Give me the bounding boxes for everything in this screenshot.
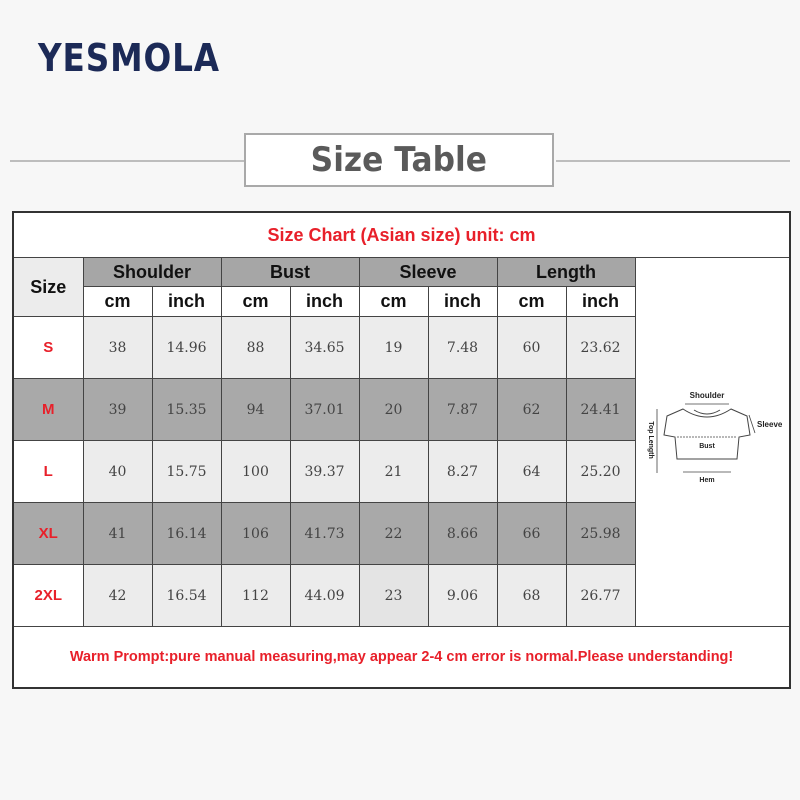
table-cell: 66	[497, 503, 566, 565]
table-cell: 68	[497, 565, 566, 627]
table-cell: 112	[221, 565, 290, 627]
table-cell: 7.48	[428, 317, 497, 379]
table-cell: 88	[221, 317, 290, 379]
size-label: S	[13, 317, 83, 379]
table-cell: 20	[359, 379, 428, 441]
unit-header: inch	[152, 287, 221, 317]
diagram-label-sleeve: Sleeve	[757, 419, 783, 429]
table-cell: 106	[221, 503, 290, 565]
table-cell: 21	[359, 441, 428, 503]
unit-header: cm	[359, 287, 428, 317]
tshirt-diagram	[637, 385, 787, 495]
diagram-label-hem: Hem	[699, 476, 715, 484]
table-cell: 38	[83, 317, 152, 379]
unit-header: inch	[290, 287, 359, 317]
size-label: 2XL	[13, 565, 83, 627]
diagram-label-top-length: Top Length	[647, 420, 655, 459]
brand-logo: YESMOLA	[38, 36, 220, 80]
diagram-label-shoulder: Shoulder	[689, 390, 725, 400]
table-cell: 19	[359, 317, 428, 379]
table-cell: 22	[359, 503, 428, 565]
table-cell: 39	[83, 379, 152, 441]
table-cell: 62	[497, 379, 566, 441]
table-cell: 39.37	[290, 441, 359, 503]
footer-note: Warm Prompt:pure manual measuring,may appear 2-4 cm error is normal.Please understanding!	[13, 627, 790, 689]
table-cell: 100	[221, 441, 290, 503]
measurement-diagram-cell	[635, 258, 790, 627]
table-cell: 24.41	[566, 379, 635, 441]
table-cell: 40	[83, 441, 152, 503]
table-cell: 23.62	[566, 317, 635, 379]
table-cell: 94	[221, 379, 290, 441]
table-cell: 8.27	[428, 441, 497, 503]
size-label: M	[13, 379, 83, 441]
table-cell: 25.20	[566, 441, 635, 503]
divider-right	[556, 160, 790, 162]
table-cell: 8.66	[428, 503, 497, 565]
header-bust: Bust	[221, 258, 359, 287]
table-cell: 64	[497, 441, 566, 503]
size-header: Size	[13, 258, 83, 317]
unit-header: cm	[83, 287, 152, 317]
title-box	[244, 133, 554, 187]
chart-heading: Size Chart (Asian size) unit: cm	[13, 212, 790, 258]
table-cell: 60	[497, 317, 566, 379]
table-cell: 7.87	[428, 379, 497, 441]
table-cell: 15.75	[152, 441, 221, 503]
table-cell: 16.14	[152, 503, 221, 565]
unit-header: cm	[221, 287, 290, 317]
unit-header: inch	[566, 287, 635, 317]
table-cell: 26.77	[566, 565, 635, 627]
table-cell: 23	[359, 565, 428, 627]
page-title: Size Table	[310, 140, 488, 180]
header-sleeve: Sleeve	[359, 258, 497, 287]
table-cell: 25.98	[566, 503, 635, 565]
unit-header: inch	[428, 287, 497, 317]
table-cell: 16.54	[152, 565, 221, 627]
table-cell: 14.96	[152, 317, 221, 379]
divider-left	[10, 160, 246, 162]
table-cell: 44.09	[290, 565, 359, 627]
table-cell: 37.01	[290, 379, 359, 441]
size-label: L	[13, 441, 83, 503]
table-cell: 34.65	[290, 317, 359, 379]
table-cell: 9.06	[428, 565, 497, 627]
table-cell: 42	[83, 565, 152, 627]
size-chart-table	[12, 211, 791, 689]
header-shoulder: Shoulder	[83, 258, 221, 287]
diagram-label-bust: Bust	[699, 442, 716, 450]
size-label: XL	[13, 503, 83, 565]
unit-header: cm	[497, 287, 566, 317]
table-cell: 41	[83, 503, 152, 565]
header-length: Length	[497, 258, 635, 287]
table-cell: 41.73	[290, 503, 359, 565]
table-cell: 15.35	[152, 379, 221, 441]
